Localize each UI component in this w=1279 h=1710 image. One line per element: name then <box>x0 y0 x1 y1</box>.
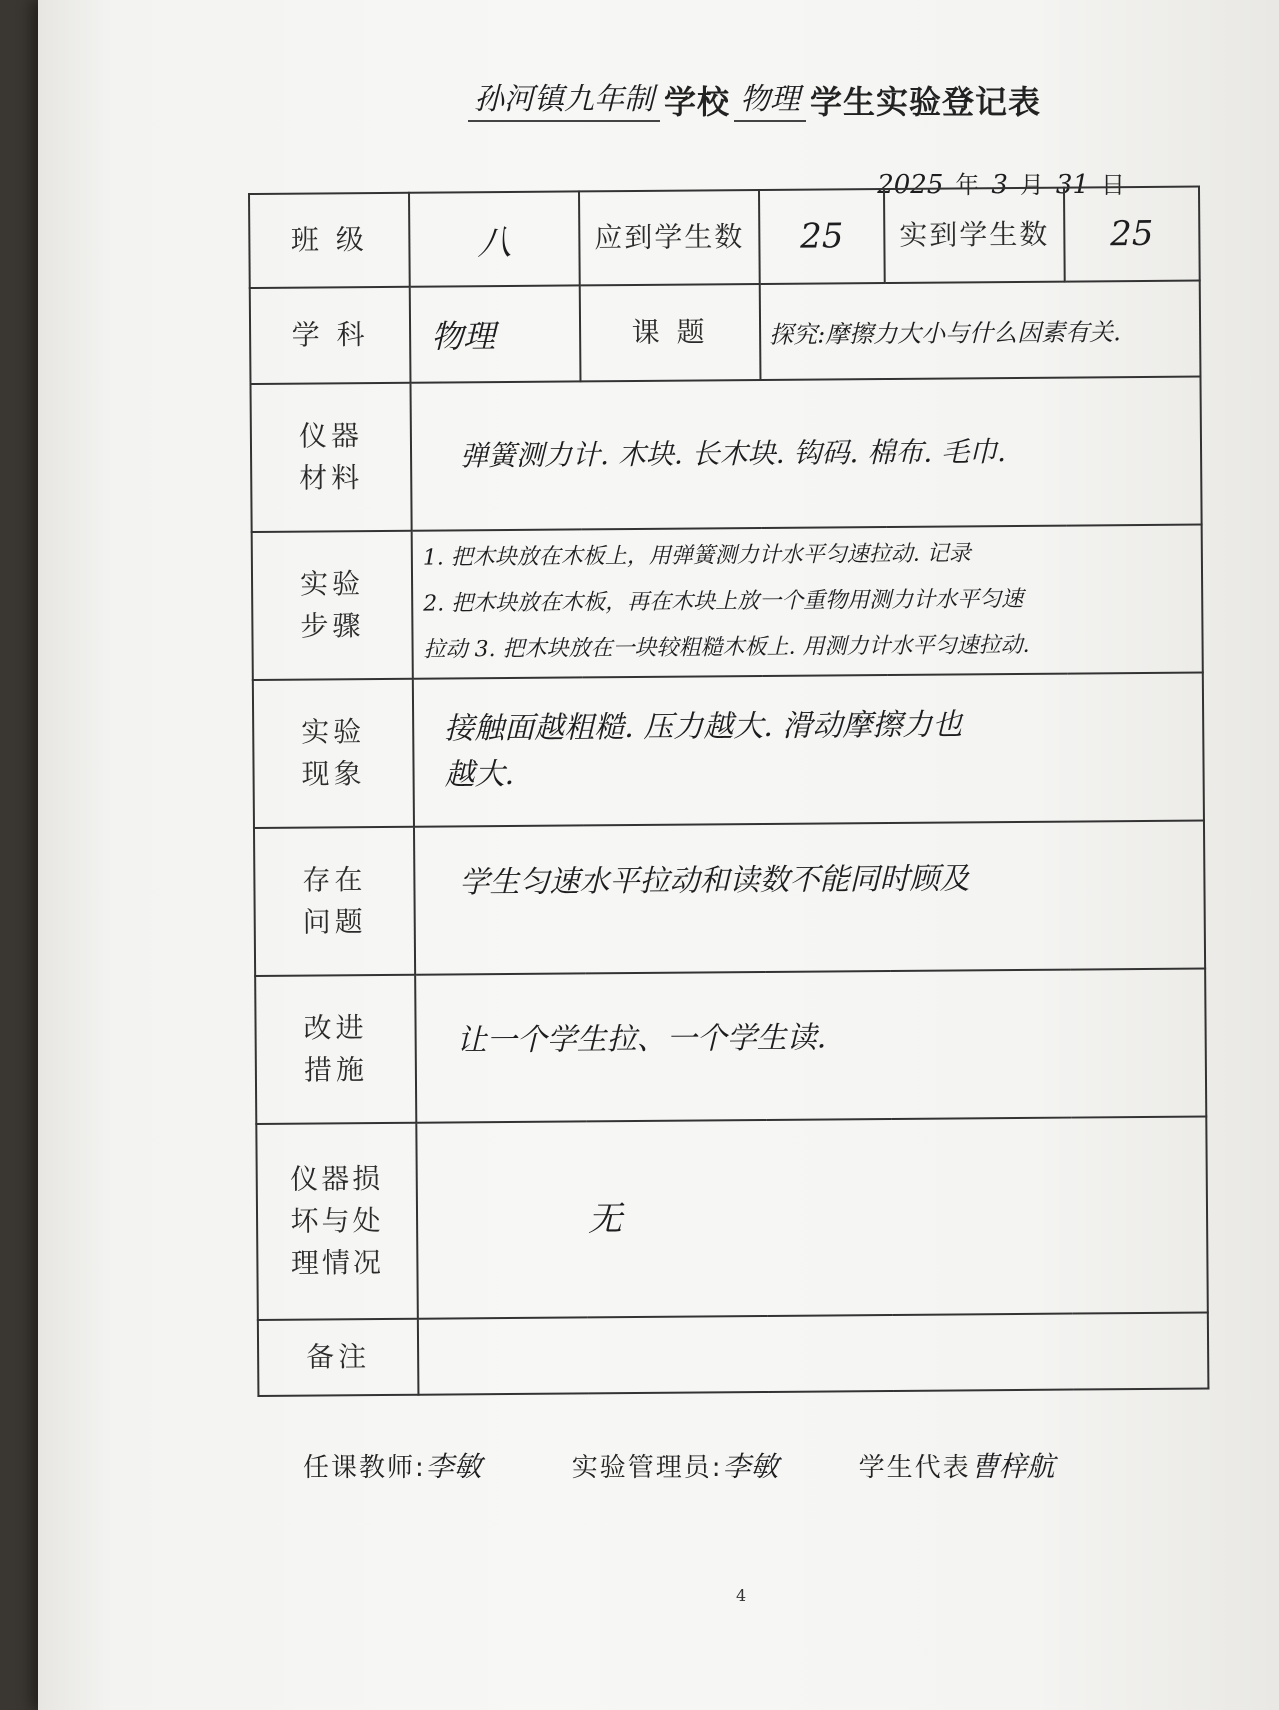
row-steps <box>252 525 1203 680</box>
actual-students-label: 实到学生数 <box>884 188 1065 283</box>
remark-value <box>418 1312 1209 1394</box>
phenomenon-label <box>253 679 414 828</box>
steps-label <box>252 531 413 680</box>
problem-label-line-1: 存在 <box>302 863 367 897</box>
row-equipment <box>251 377 1202 532</box>
title-suffix: 学生实验登记表 <box>810 83 1042 121</box>
damage-label-line-3: 理情况 <box>290 1245 385 1280</box>
signature-line <box>303 1440 1163 1490</box>
problem-value: 学生匀速水平拉动和读数不能同时顾及 <box>414 821 1205 975</box>
subject-blank: 物理 <box>734 82 806 122</box>
date-day-label: 日 <box>1101 171 1125 199</box>
date-day: 31 <box>1055 170 1089 200</box>
row-phenomenon <box>253 673 1204 828</box>
row-improvement <box>255 969 1206 1124</box>
student-rep-label: 学生代表 <box>858 1452 971 1483</box>
manager-signature: 李敏 <box>722 1450 779 1483</box>
equipment-label-line-2: 材料 <box>299 461 364 495</box>
school-name-blank: 孙河镇九年制 <box>468 82 660 122</box>
steps-label-line-1: 实验 <box>299 567 365 601</box>
manager-label: 实验管理员: <box>571 1452 723 1483</box>
damage-label-line-2: 坏与处 <box>290 1203 384 1238</box>
steps-line-2: 2. 把木块放在木板，再在木块上放一个重物用测力计水平匀速 <box>423 586 1024 617</box>
improvement-label <box>255 975 416 1124</box>
problem-label <box>254 827 415 976</box>
date-month: 3 <box>991 170 1008 200</box>
improvement-label-line-1: 改进 <box>303 1011 368 1045</box>
row-subject <box>250 281 1201 384</box>
actual-students-value: 25 <box>1064 187 1200 282</box>
topic-value: 探究:摩擦力大小与什么因素有关. <box>760 281 1201 380</box>
damage-value: 无 <box>416 1117 1208 1319</box>
school-label: 学校 <box>664 83 731 121</box>
expected-students-label: 应到学生数 <box>579 190 760 285</box>
subject-label: 学 科 <box>250 287 411 384</box>
date-year-label: 年 <box>955 171 980 199</box>
equipment-label <box>251 383 412 532</box>
steps-value <box>412 525 1203 679</box>
steps-line-1: 1. 把木块放在木板上，用弹簧测力计水平匀速拉动. 记录 <box>422 541 971 571</box>
row-remark <box>258 1312 1209 1395</box>
improvement-value: 让一个学生拉、一个学生读. <box>415 969 1206 1123</box>
row-class <box>249 187 1200 288</box>
subject-value: 物理 <box>410 285 581 382</box>
improvement-label-line-2: 措施 <box>303 1053 369 1087</box>
steps-label-line-2: 步骤 <box>300 609 365 643</box>
remark-label: 备注 <box>258 1319 419 1396</box>
page-number: 4 <box>736 1586 747 1605</box>
problem-label-line-2: 问题 <box>302 905 367 939</box>
date-year: 2025 <box>877 170 944 200</box>
equipment-label-line-1: 仪器 <box>298 419 364 453</box>
row-damage <box>256 1117 1208 1320</box>
student-rep-signature: 曹梓航 <box>970 1450 1055 1483</box>
class-value: 八 <box>409 191 580 286</box>
experiment-record-table <box>248 186 1209 1397</box>
expected-students-value: 25 <box>759 189 885 284</box>
form-page <box>38 0 1279 1710</box>
teacher-label: 任课教师: <box>303 1452 426 1483</box>
date-month-label: 月 <box>1019 171 1044 199</box>
class-label: 班 级 <box>249 193 410 288</box>
topic-label: 课 题 <box>580 284 761 381</box>
phenomenon-line-1: 接触面越粗糙. 压力越大. 滑动摩擦力也 <box>444 707 963 747</box>
phenomenon-value <box>413 673 1204 827</box>
steps-line-3: 拉动 3. 把木块放在一块较粗糙木板上. 用测力计水平匀速拉动. <box>423 632 1030 663</box>
form-title <box>468 72 1045 122</box>
phenomenon-line-2: 越大. <box>444 756 515 793</box>
phenomenon-label-line-1: 实验 <box>301 715 366 749</box>
phenomenon-label-line-2: 现象 <box>301 757 366 791</box>
damage-label <box>256 1123 418 1320</box>
damage-label-line-1: 仪器损 <box>290 1161 384 1196</box>
equipment-value: 弹簧测力计. 木块. 长木块. 钩码. 棉布. 毛巾. <box>410 377 1201 531</box>
teacher-signature: 李敏 <box>425 1450 482 1483</box>
row-problem <box>254 821 1205 976</box>
